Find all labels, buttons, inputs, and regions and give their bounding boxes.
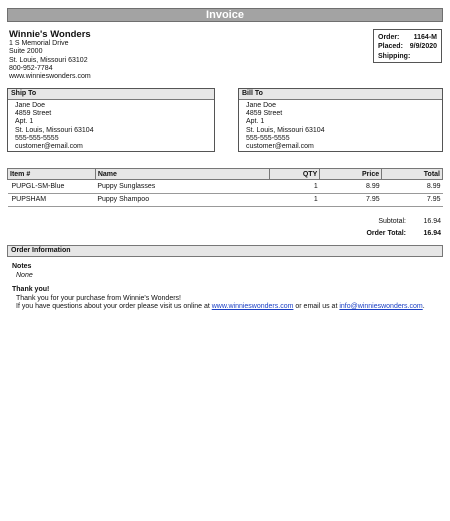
line-items-table (7, 168, 443, 207)
item-qty: 1 (270, 193, 320, 207)
order-number-value: 1164-M (413, 34, 437, 41)
bill-to-street: 4859 Street (246, 110, 283, 118)
company-address-1: 1 S Memorial Drive (9, 40, 69, 47)
company-address-2: Suite 2000 (9, 48, 43, 56)
ship-to-header: Ship To (8, 89, 214, 100)
order-shipping-row (378, 52, 437, 61)
col-header-item: Item # (8, 169, 96, 180)
contact-suffix: . (422, 303, 425, 310)
contact-message (16, 303, 425, 310)
col-header-name: Name (95, 169, 270, 180)
contact-mid: or email us at (293, 303, 340, 310)
company-website: www.winnieswonders.com (9, 73, 91, 81)
company-info (9, 29, 91, 81)
thank-you-message: Thank you for your purchase from Winnie's Wonders! (16, 295, 181, 302)
item-name: Puppy Sunglasses (95, 180, 270, 194)
item-sku: PUPSHAM (8, 193, 96, 207)
order-placed-label: Placed: (378, 43, 403, 51)
item-price: 7.95 (320, 193, 382, 207)
order-total-value: 16.94 (423, 230, 441, 237)
table-row (8, 180, 443, 194)
company-city: St. Louis, Missouri 63102 (9, 56, 88, 64)
contact-prefix: If you have questions about your order please visit us online at (16, 303, 212, 310)
order-placed-row (378, 42, 437, 51)
order-information-header: Order Information (7, 245, 443, 257)
invoice-title: Invoice (7, 8, 443, 22)
order-number-label: Order: (378, 34, 400, 41)
col-header-total: Total (382, 169, 443, 180)
notes-label: Notes (12, 263, 32, 270)
order-placed-value: 9/9/2020 (409, 43, 437, 51)
item-price: 8.99 (320, 180, 382, 194)
bill-to-phone: 555-555-5555 (246, 134, 290, 142)
order-meta-box (373, 29, 442, 63)
order-total-row (320, 228, 441, 240)
ship-to-name: Jane Doe (15, 102, 45, 109)
bill-to-name: Jane Doe (246, 102, 276, 109)
ship-to-city: St. Louis, Missouri 63104 (15, 126, 94, 134)
totals-block (320, 216, 441, 240)
ship-to-box (7, 88, 215, 152)
ship-to-phone: 555-555-5555 (15, 134, 59, 142)
bill-to-box (238, 88, 443, 152)
ship-to-email: customer@email.com (15, 143, 83, 151)
subtotal-label: Subtotal: (378, 218, 406, 225)
company-name: Winnie's Wonders (9, 29, 91, 40)
order-total-label: Order Total: (366, 230, 406, 237)
subtotal-row (320, 216, 441, 228)
item-sku: PUPGL-SM-Blue (8, 180, 96, 194)
subtotal-value: 16.94 (423, 218, 441, 225)
table-row (8, 193, 443, 207)
bill-to-email: customer@email.com (246, 143, 314, 151)
thank-you-heading: Thank you! (12, 286, 50, 293)
item-total: 7.95 (382, 193, 443, 207)
website-link[interactable]: www.winnieswonders.com (211, 303, 294, 310)
bill-to-city: St. Louis, Missouri 63104 (246, 126, 325, 134)
item-qty: 1 (270, 180, 320, 194)
col-header-price: Price (320, 169, 382, 180)
item-total: 8.99 (382, 180, 443, 194)
item-name: Puppy Shampoo (95, 193, 270, 207)
order-number-row (378, 33, 437, 42)
ship-to-apt: Apt. 1 (15, 118, 34, 126)
bill-to-apt: Apt. 1 (246, 118, 265, 126)
bill-to-header: Bill To (239, 89, 442, 100)
company-phone: 800-952-7784 (9, 64, 53, 72)
notes-value: None (16, 272, 33, 279)
line-items-header-row (8, 169, 443, 180)
col-header-qty: QTY (270, 169, 320, 180)
email-link[interactable]: info@winnieswonders.com (339, 303, 423, 310)
order-shipping-label: Shipping: (378, 52, 411, 60)
ship-to-street: 4859 Street (15, 110, 52, 118)
